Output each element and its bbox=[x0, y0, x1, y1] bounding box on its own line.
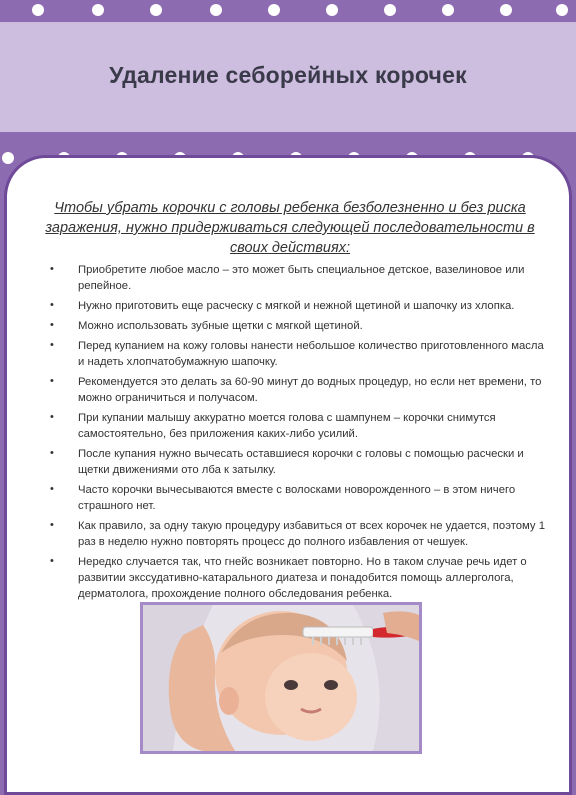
dot bbox=[442, 4, 454, 16]
dot bbox=[556, 4, 568, 16]
list-item: • Часто корочки вычесываются вместе с волосками новорожденного – в этом ничего страшного нет. bbox=[48, 482, 548, 514]
dot bbox=[210, 4, 222, 16]
dot bbox=[2, 152, 14, 164]
dot bbox=[92, 4, 104, 16]
dot bbox=[500, 4, 512, 16]
list-item: • Нужно приготовить еще расческу с мягкой и нежной щетиной и шапочку из хлопка. bbox=[48, 298, 548, 314]
list-item: • Можно использовать зубные щетки с мягкой щетиной. bbox=[48, 318, 548, 334]
title-band bbox=[0, 22, 576, 132]
dot bbox=[32, 4, 44, 16]
list-item: • Перед купанием на кожу головы нанести небольшое количество приготовленного масла и надеть хлопчатобумажную шапочку. bbox=[48, 338, 548, 370]
list-item: • После купания нужно вычесать оставшиеся корочки с головы с помощью расчески и щетки движениями ото лба к затылку. bbox=[48, 446, 548, 478]
dot bbox=[268, 4, 280, 16]
intro-text: Чтобы убрать корочки с головы ребенка безболезненно и без риска заражения, нужно придерживаться следующей последовательности в своих действиях: bbox=[45, 200, 535, 256]
slide-title: Удаление себорейных корочек bbox=[109, 62, 467, 88]
top-dot-band bbox=[0, 0, 576, 22]
tips-list bbox=[48, 262, 548, 606]
baby-photo bbox=[140, 602, 422, 754]
list-item: • Приобретите любое масло – это может быть специальное детское, вазелиновое или репейное. bbox=[48, 262, 548, 294]
list-item: • Как правило, за одну такую процедуру избавиться от всех корочек не удается, поэтому 1 раз в неделю нужно повторять процесс до полного избавления от чешуек. bbox=[48, 518, 548, 550]
dot bbox=[326, 4, 338, 16]
list-item: • При купании малышу аккуратно моется голова с шампунем – корочки снимутся самостоятельно, без приложения каких-либо усилий. bbox=[48, 410, 548, 442]
baby-hair-brushing-icon bbox=[143, 605, 419, 751]
dot bbox=[384, 4, 396, 16]
list-item: • Нередко случается так, что гнейс возникает повторно. Но в таком случае речь идет о развитии экссудативно-катарального диатеза и понадобится помощь аллерголога, дерматолога, прохождение полного обследования ребенка. bbox=[48, 554, 548, 602]
list-item: • Рекомендуется это делать за 60-90 минут до водных процедур, но если нет времени, то можно ограничиться и получасом. bbox=[48, 374, 548, 406]
dot bbox=[150, 4, 162, 16]
